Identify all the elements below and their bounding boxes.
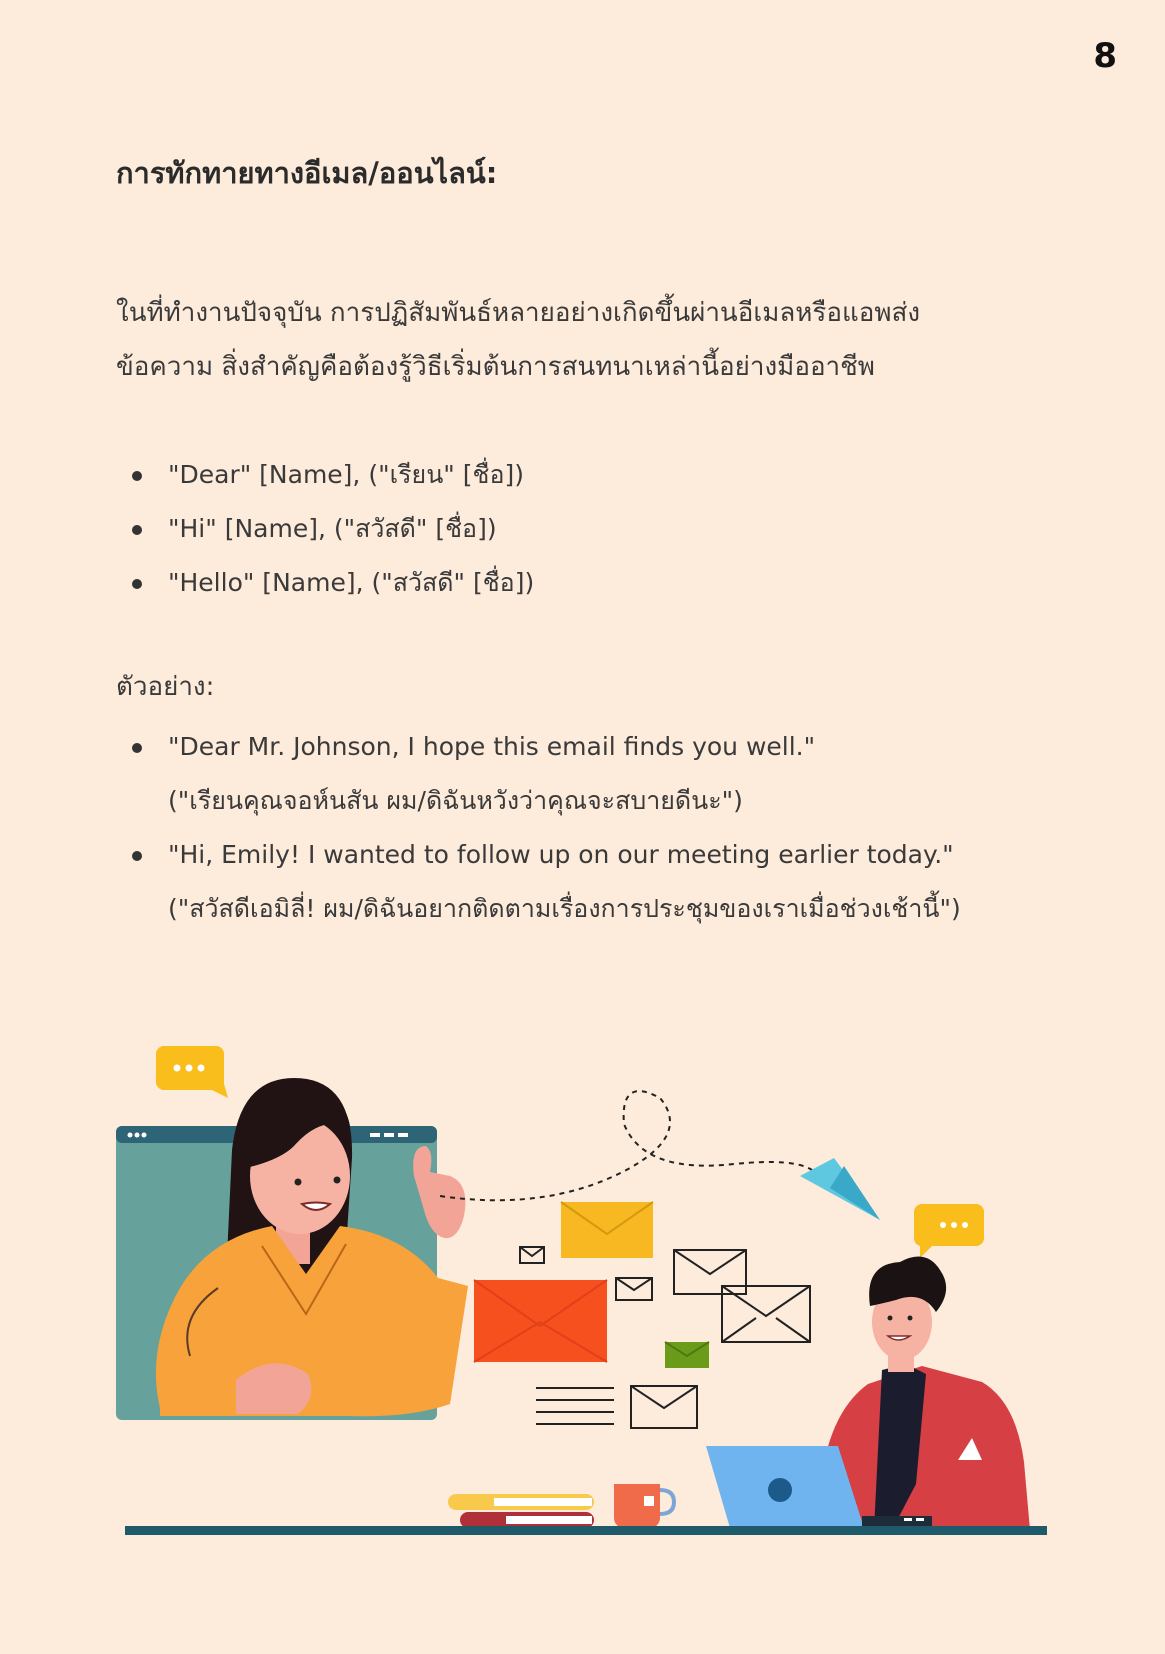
intro-line-2: ข้อความ สิ่งสำคัญคือต้องรู้วิธีเริ่มต้นการสนทนาเหล่านี้อย่างมืออาชีพ	[116, 352, 875, 382]
envelope-icon	[474, 1280, 607, 1362]
mug-icon	[614, 1484, 674, 1528]
example-thai: ("เรียนคุณจอห์นสัน ผม/ดิฉันหวังว่าคุณจะสบายดีนะ")	[168, 786, 743, 815]
example-thai: ("สวัสดีเอมิลี่! ผม/ดิฉันอยากติดตามเรื่องการประชุมของเราเมื่อช่วงเช้านี้")	[168, 894, 961, 923]
greeting-item: "Hi" [Name], ("สวัสดี" [ชื่อ])	[116, 502, 1096, 556]
paper-plane-icon	[800, 1158, 880, 1220]
flight-path	[440, 1091, 812, 1200]
speech-bubble-icon	[156, 1046, 228, 1098]
intro-line-1: ในที่ทำงานปัจจุบัน การปฏิสัมพันธ์หลายอย่างเกิดขึ้นผ่านอีเมลหรือแอพส่ง	[116, 298, 921, 328]
examples-label: ตัวอย่าง:	[116, 672, 215, 702]
example-english: "Dear Mr. Johnson, I hope this email finds you well."	[168, 732, 816, 761]
greeting-item: "Hello" [Name], ("สวัสดี" [ชื่อ])	[116, 556, 1096, 610]
intro-paragraph	[116, 286, 1076, 394]
envelope-icon	[665, 1342, 709, 1368]
example-english: "Hi, Emily! I wanted to follow up on our meeting earlier today."	[168, 840, 954, 869]
online-communication-illustration	[0, 1030, 1165, 1550]
books-stack	[448, 1494, 594, 1528]
greeting-item: "Dear" [Name], ("เรียน" [ชื่อ])	[116, 448, 1096, 502]
speech-bubble-icon	[914, 1204, 984, 1258]
example-item	[116, 720, 1096, 828]
desk-surface	[125, 1526, 1047, 1535]
page-heading: การทักทายทางอีเมล/ออนไลน์:	[116, 156, 498, 190]
example-item	[116, 828, 1096, 936]
example-list	[116, 720, 1096, 936]
envelope-icon	[561, 1202, 653, 1258]
page-number: 8	[1093, 36, 1117, 76]
greeting-list	[116, 448, 1096, 610]
